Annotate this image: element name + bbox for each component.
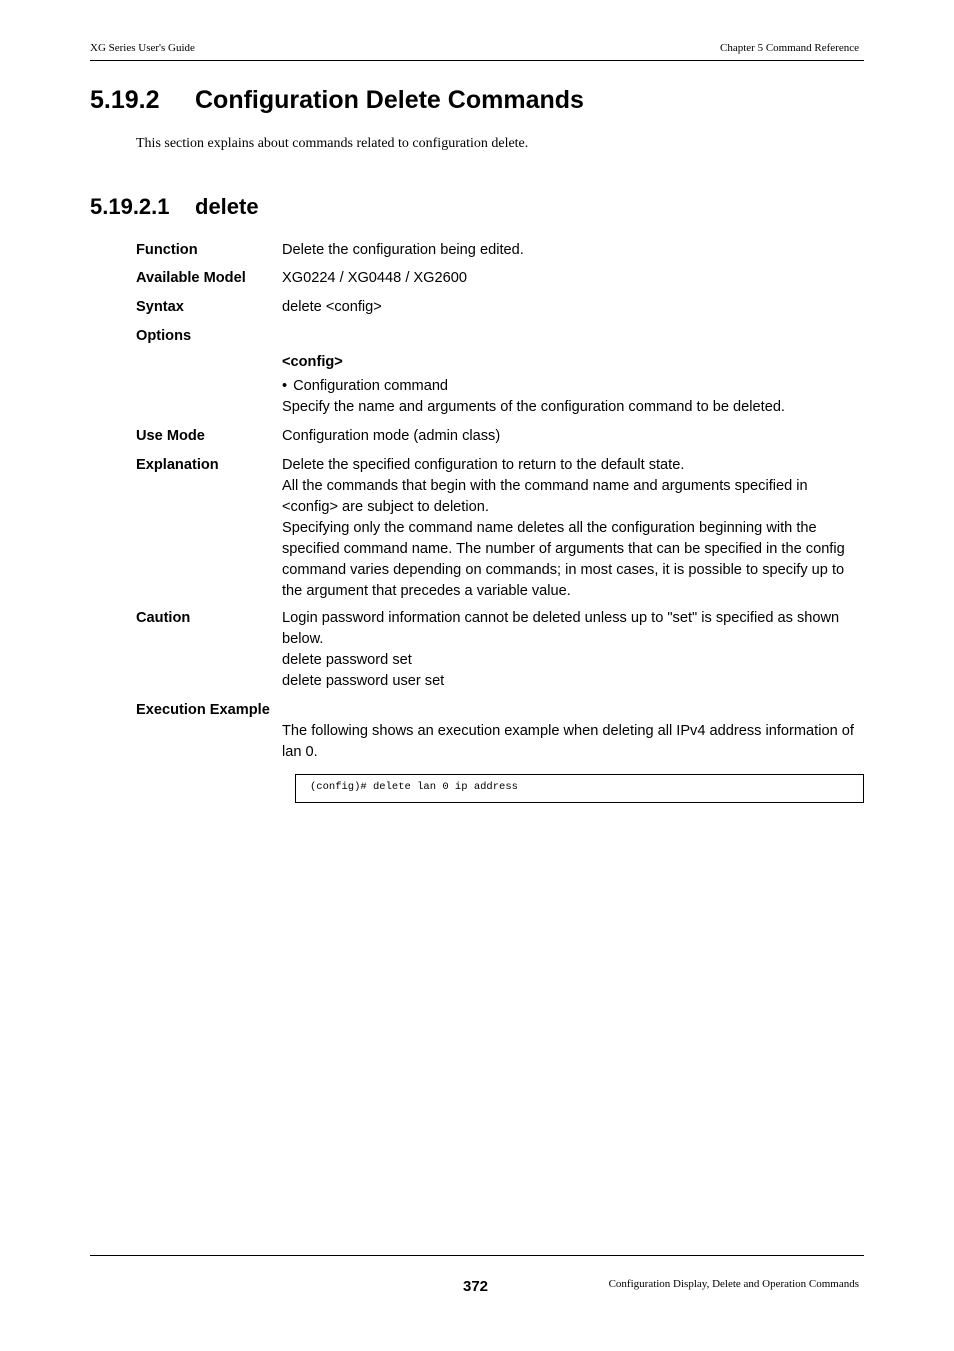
- field-label: Function: [136, 242, 198, 258]
- option-desc: Specify the name and arguments of the configuration command to be deleted.: [282, 399, 785, 415]
- option-bullet: • Configuration command: [282, 376, 864, 397]
- field-label: Options: [136, 328, 192, 344]
- field-label: Use Mode: [136, 428, 205, 444]
- section-number: 5.19.2: [90, 86, 160, 114]
- caution-command: delete password user set: [282, 673, 445, 689]
- subsection-number: 5.19.2.1: [90, 194, 170, 219]
- field-label: Caution: [136, 610, 191, 626]
- header-rule: [90, 60, 864, 61]
- page-number: 372: [463, 1278, 489, 1295]
- field-label: Explanation: [136, 457, 219, 473]
- header-chapter: Chapter 5 Command Reference: [720, 42, 859, 54]
- footer-rule: [90, 1255, 864, 1256]
- field-label: Syntax: [136, 299, 184, 315]
- header-guide-title: XG Series User's Guide: [90, 42, 195, 54]
- footer-section: Configuration Display, Delete and Operation Commands: [608, 1278, 859, 1290]
- field-value: The following shows an execution example when deleting all IPv4 address information of lan 0.: [282, 723, 854, 760]
- field-value: delete <config>: [282, 299, 382, 315]
- field-label: Available Model: [136, 270, 246, 286]
- field-value: XG0224 / XG0448 / XG2600: [282, 270, 467, 286]
- field-label: Execution Example: [136, 702, 270, 718]
- page-header: [90, 42, 864, 54]
- section-title: Configuration Delete Commands: [195, 86, 584, 114]
- explanation-paragraph: Specifying only the command name deletes all the configuration beginning with the specified command name. The number of arguments that can be specified in the config command varies depending on commands; in most cases, it is possible to specify up to the argument that precedes a variable value.: [282, 520, 845, 599]
- subsection-title: delete: [195, 194, 259, 219]
- section-intro: This section explains about commands related to configuration delete.: [136, 136, 529, 151]
- option-param: <config>: [282, 354, 343, 370]
- caution-paragraph: Login password information cannot be deleted unless up to "set" is specified as shown below.: [282, 610, 840, 647]
- explanation-paragraph: Delete the specified configuration to return to the default state.: [282, 457, 685, 473]
- section-heading: [90, 86, 584, 115]
- code-example-box: (config)# delete lan 0 ip address: [295, 774, 864, 803]
- field-value: [282, 352, 864, 418]
- field-value: Delete the configuration being edited.: [282, 242, 524, 258]
- field-value: [282, 608, 864, 692]
- field-value: [282, 455, 864, 602]
- field-value: Configuration mode (admin class): [282, 428, 501, 444]
- caution-command: delete password set: [282, 652, 412, 668]
- subsection-heading: [90, 194, 259, 220]
- explanation-paragraph: All the commands that begin with the command name and arguments specified in <config> are subject to deletion.: [282, 478, 808, 515]
